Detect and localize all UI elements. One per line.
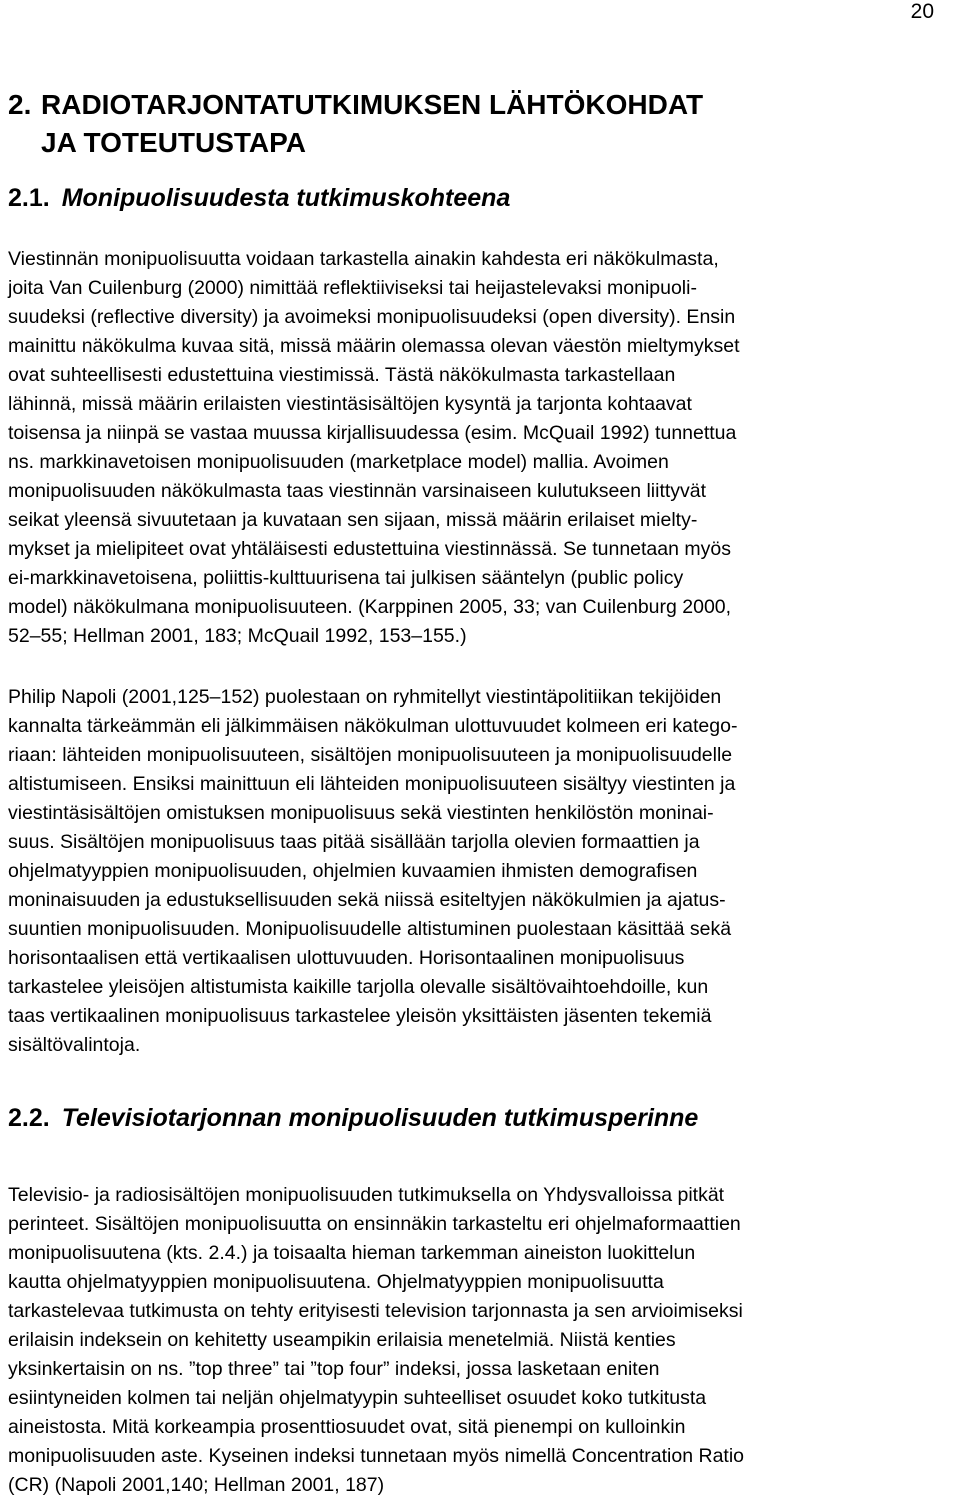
text-line: mykset ja mielipiteet ovat yhtäläisesti edustettuina viestinnässä. Se tunnetaan myös: [8, 538, 731, 560]
text-line: ohjelmatyyppien monipuolisuuden, ohjelmien kuvaamien ihmisten demografisen: [8, 860, 698, 882]
section-number: 2.2.: [8, 1104, 50, 1132]
chapter-number: 2.: [8, 89, 32, 120]
text-line: monipuolisuutena (kts. 2.4.) ja toisaalta hieman tarkemman aineiston luokittelun: [8, 1242, 696, 1264]
text-line: erilaisin indeksein on kehitetty useampikin erilaisia menetelmiä. Niistä kenties: [8, 1329, 676, 1351]
text-line: ei-markkinavetoisena, poliittis-kulttuurisena tai julkisen sääntelyn (public policy: [8, 567, 684, 589]
text-line: ns. markkinavetoisen monipuolisuuden (marketplace model) mallia. Avoimen: [8, 451, 669, 473]
text-line: Philip Napoli (2001,125–152) puolestaan on ryhmitellyt viestintäpolitiikan tekijöiden: [8, 686, 722, 708]
text-line: taas vertikaalinen monipuolisuus tarkastelee yleisön yksittäisten jäsenten tekemiä: [8, 1005, 712, 1027]
text-line: ovat suhteellisesti edustettuina viestimissä. Tästä näkökulmasta tarkastellaan: [8, 364, 676, 386]
text-line: Televisio- ja radiosisältöjen monipuolisuuden tutkimuksella on Yhdysvalloissa pitkät: [8, 1184, 725, 1206]
text-line: riaan: lähteiden monipuolisuuteen, sisältöjen monipuolisuuteen ja monipuolisuudelle: [8, 744, 733, 766]
text-line: moninaisuuden ja edustuksellisuuden sekä niissä esiteltyjen näkökulmien ja ajatus-: [8, 889, 726, 911]
text-line: tarkastelevaa tutkimusta on tehty erityisesti television tarjonnasta ja sen arvioimiseksi: [8, 1300, 743, 1322]
text-line: monipuolisuuden aste. Kyseinen indeksi tunnetaan myös nimellä Concentration Ratio: [8, 1445, 745, 1467]
section-number: 2.1.: [8, 184, 50, 212]
text-line: perinteet. Sisältöjen monipuolisuutta on ensinnäkin tarkasteltu eri ohjelmaformaattien: [8, 1213, 741, 1235]
text-line: aineistosta. Mitä korkeampia prosenttiosuudet ovat, sitä pienempi on kulloinkin: [8, 1416, 686, 1438]
page-number: 20: [910, 0, 934, 23]
text-line: kautta ohjelmatyyppien monipuolisuutena. Ohjelmatyyppien monipuolisuutta: [8, 1271, 664, 1293]
text-line: toisensa ja niinpä se vastaa muussa kirjallisuudessa (esim. McQuail 1992) tunnettua: [8, 422, 737, 444]
text-line: monipuolisuuden näkökulmasta taas viestinnän varsinaiseen kulutukseen liittyvät: [8, 480, 707, 502]
text-line: seikat yleensä sivuutetaan ja kuvataan sen sijaan, missä määrin erilaiset mielty-: [8, 509, 698, 531]
text-line: sisältövalintoja.: [8, 1034, 141, 1056]
section-2-1-paragraph-1: [8, 245, 952, 651]
section-title-2-1: [8, 182, 510, 214]
chapter-title: [8, 86, 948, 162]
chapter-title-line-2: JA TOTEUTUSTAPA: [41, 127, 306, 158]
text-line: yksinkertaisin on ns. ”top three” tai ”top four” indeksi, jossa lasketaan eniten: [8, 1358, 660, 1380]
text-line: suudeksi (reflective diversity) ja avoimeksi monipuolisuudeksi (open diversity). Ensin: [8, 306, 736, 328]
text-line: mainittu näkökulma kuvaa sitä, missä määrin olemassa olevan väestön mieltymykset: [8, 335, 740, 357]
section-title-text: Televisiotarjonnan monipuolisuuden tutkimusperinne: [61, 1104, 699, 1132]
text-line: horisontaalisen että vertikaalisen ulottuvuuden. Horisontaalinen monipuolisuus: [8, 947, 685, 969]
text-line: suuntien monipuolisuuden. Monipuolisuudelle altistuminen puolestaan käsittää sekä: [8, 918, 732, 940]
text-line: altistumiseen. Ensiksi mainittuun eli lähteiden monipuolisuuteen sisältyy viestinten ja: [8, 773, 736, 795]
text-line: tarkastelee yleisöjen altistumista kaikille tarjolla olevalle sisältövaihtoehdoille, kun: [8, 976, 709, 998]
text-line: joita Van Cuilenburg (2000) nimittää reflektiiviseksi tai heijastelevaksi monipuoli-: [8, 277, 697, 299]
text-line: lähinnä, missä määrin erilaisten viestintäsisältöjen kysyntä ja tarjonta kohtaavat: [8, 393, 692, 415]
text-line: suus. Sisältöjen monipuolisuus taas pitää sisällään tarjolla olevien formaattien ja: [8, 831, 700, 853]
chapter-title-line-1: RADIOTARJONTATUTKIMUKSEN LÄHTÖKOHDAT: [41, 89, 704, 120]
text-line: esiintyneiden kolmen tai neljän ohjelmatyypin suhteelliset osuudet koko tutkitusta: [8, 1387, 707, 1409]
text-line: Viestinnän monipuolisuutta voidaan tarkastella ainakin kahdesta eri näkökulmasta,: [8, 248, 719, 270]
text-line: (CR) (Napoli 2001,140; Hellman 2001, 187): [8, 1474, 385, 1496]
text-line: 52–55; Hellman 2001, 183; McQuail 1992, 153–155.): [8, 625, 467, 647]
text-line: model) näkökulmana monipuolisuuteen. (Karppinen 2005, 33; van Cuilenburg 2000,: [8, 596, 732, 618]
section-title-2-2: [8, 1102, 698, 1134]
section-2-2-paragraph-1: [8, 1181, 952, 1500]
section-2-1-paragraph-2: [8, 683, 952, 1060]
section-title-text: Monipuolisuudesta tutkimuskohteena: [61, 184, 511, 212]
text-line: viestintäsisältöjen omistuksen monipuolisuus sekä viestinten henkilöstön moninai-: [8, 802, 714, 824]
text-line: kannalta tärkeämmän eli jälkimmäisen näkökulman ulottuvuudet kolmeen eri katego-: [8, 715, 738, 737]
